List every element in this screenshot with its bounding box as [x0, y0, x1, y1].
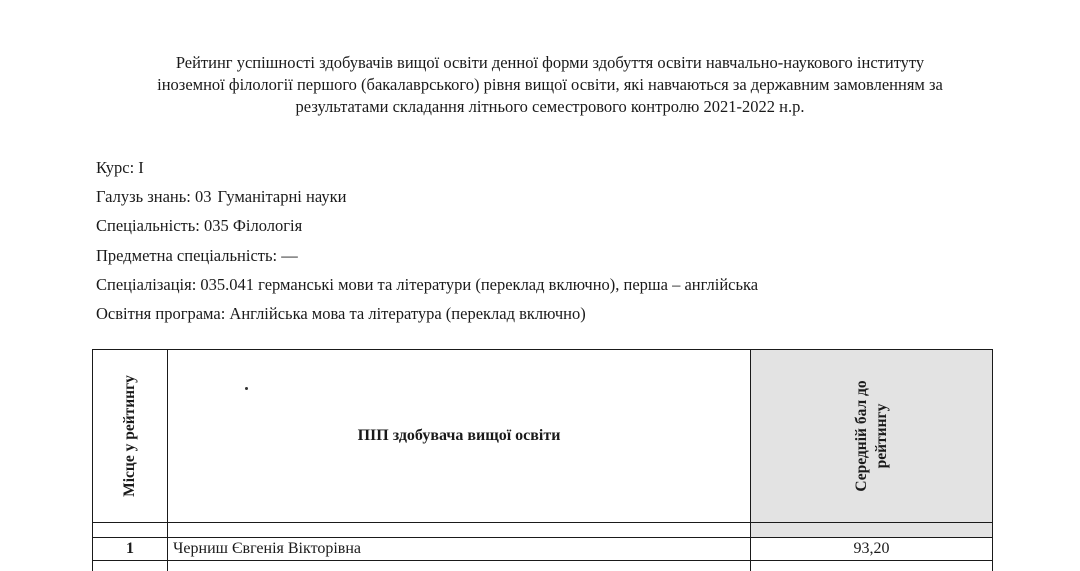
header-score-line-2: рейтингу — [872, 380, 892, 491]
header-name-cell — [168, 350, 751, 523]
scan-dot — [245, 387, 248, 390]
header-place-cell — [93, 350, 168, 523]
meta-field — [96, 182, 758, 211]
meta-specialty: Спеціальність: 035 Філологія — [96, 211, 758, 240]
rating-table — [92, 349, 993, 571]
table-row — [93, 538, 993, 561]
table-row-partial — [93, 561, 993, 571]
meta-field-label: Галузь знань: 03 — [96, 187, 211, 206]
title-line-2: іноземної філології першого (бакалаврського) рівня вищої освіти, які навчаються за державним замовленням за — [60, 74, 1040, 96]
meta-subject-specialty: Предметна спеціальність: — — [96, 241, 758, 270]
table-header-row — [93, 350, 993, 523]
document-title — [60, 52, 1040, 118]
header-place: Місце у рейтингу — [120, 375, 140, 497]
meta-course: Курс: І — [96, 153, 758, 182]
table-spacer-row — [93, 523, 993, 538]
row-rank: 1 — [93, 538, 168, 561]
title-line-3: результатами складання літнього семестрового контролю 2021-2022 н.р. — [60, 96, 1040, 118]
document-meta — [96, 153, 758, 328]
header-score-cell — [751, 350, 993, 523]
row-score: 93,20 — [751, 538, 993, 561]
meta-field-value: Гуманітарні науки — [217, 187, 346, 206]
header-score — [852, 380, 892, 491]
meta-specialization: Спеціалізація: 035.041 германські мови та літератури (переклад включно), перша – англійська — [96, 270, 758, 299]
title-line-1: Рейтинг успішності здобувачів вищої освіти денної форми здобуття освіти навчально-наукового інституту — [60, 52, 1040, 74]
header-name: ПІП здобувача вищої освіти — [358, 427, 561, 444]
row-name: Черниш Євгенія Вікторівна — [168, 538, 751, 561]
meta-program: Освітня програма: Англійська мова та література (переклад включно) — [96, 299, 758, 328]
header-score-line-1: Середній бал до — [852, 380, 872, 491]
